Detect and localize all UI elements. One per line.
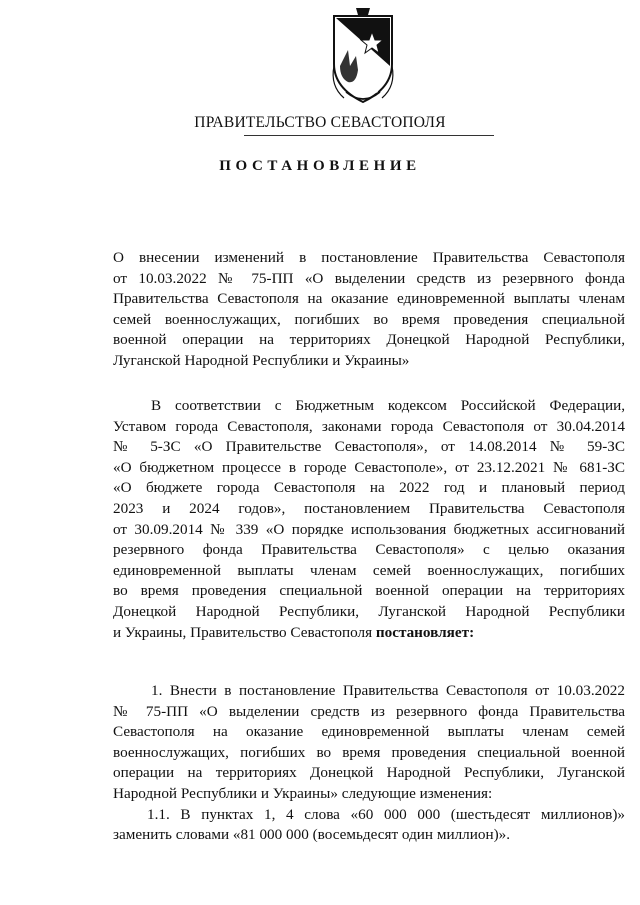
organization-name: ПРАВИТЕЛЬСТВО СЕВАСТОПОЛЯ [194,114,446,131]
subject-paragraph [113,248,625,372]
subject-line: О внесении изменений в постановление Правительства Севастополя [113,249,625,266]
item-line: Народной Республики и Украины» следующие изменения: [113,784,493,802]
preamble-line [113,623,625,644]
coat-of-arms-emblem [326,6,400,110]
preamble-line: резервного фонда Правительства Севастополя» с целью оказания [113,541,625,559]
preamble-closing-text: и Украины, Правительство Севастополя [113,623,376,641]
preamble-line: 2023 и 2024 годов», постановлением Правительства Севастополя [113,499,625,517]
preamble-line: Донецкой Народной Республики, Луганской Народной Республики [113,602,625,620]
preamble-line: «О бюджетном процессе в городе Севастополе», от 23.12.2021 № 681-ЗС [113,458,625,476]
preamble-line: во время проведения специальной военной операции на территориях [113,582,625,600]
subject-line: Луганской Народной Республики и Украины» [113,351,410,369]
resolution-keyword: постановляет: [375,623,475,641]
item-line: 1. Внести в постановление Правительства Севастополя от 10.03.2022 [151,682,625,699]
preamble-line: Уставом города Севастополя, законами города Севастополя от 30.04.2014 [113,417,625,435]
preamble-line: № 5-ЗС «О Правительстве Севастополя», от 14.08.2014 № 59-ЗС [113,438,625,456]
document-type-title: ПОСТАНОВЛЕНИЕ [219,158,421,174]
subitem-line: 1.1. В пунктах 1, 4 слова «60 000 000 (шестьдесят миллионов)» [147,805,625,823]
item-line: Севастополя на оказание единовременной выплаты членам семей [113,723,625,741]
preamble-line: «О бюджете города Севастополя на 2022 год и плановый период [113,479,625,497]
preamble-line: В соответствии с Бюджетным кодексом Российской Федерации, [151,397,625,414]
preamble-line: от 30.09.2014 № 339 «О порядке использования бюджетных ассигнований [113,520,625,538]
item-line: операции на территориях Донецкой Народной Республики, Луганской [113,764,625,782]
preamble-paragraph [113,396,625,643]
preamble-line: единовременной выплаты членам семей военнослужащих, погибших [113,561,625,579]
header-divider [244,135,494,136]
item-line: военнослужащих, погибших во время проведения специальной военной [113,743,625,761]
subject-line: военной операции на территориях Донецкой Народной Республики, [113,331,625,349]
subject-line: от 10.03.2022 № 75-ПП «О выделении средств из резервного фонда [113,269,625,287]
item-1-paragraph [113,681,625,846]
subject-line: семей военнослужащих, погибших во время проведения специальной [113,310,625,328]
subitem-line: заменить словами «81 000 000 (восемьдесят один миллион)». [113,826,511,844]
subject-line: Правительства Севастополя на оказание единовременной выплаты членам [113,290,625,308]
item-line: № 75-ПП «О выделении средств из резервного фонда Правительства [113,702,625,720]
